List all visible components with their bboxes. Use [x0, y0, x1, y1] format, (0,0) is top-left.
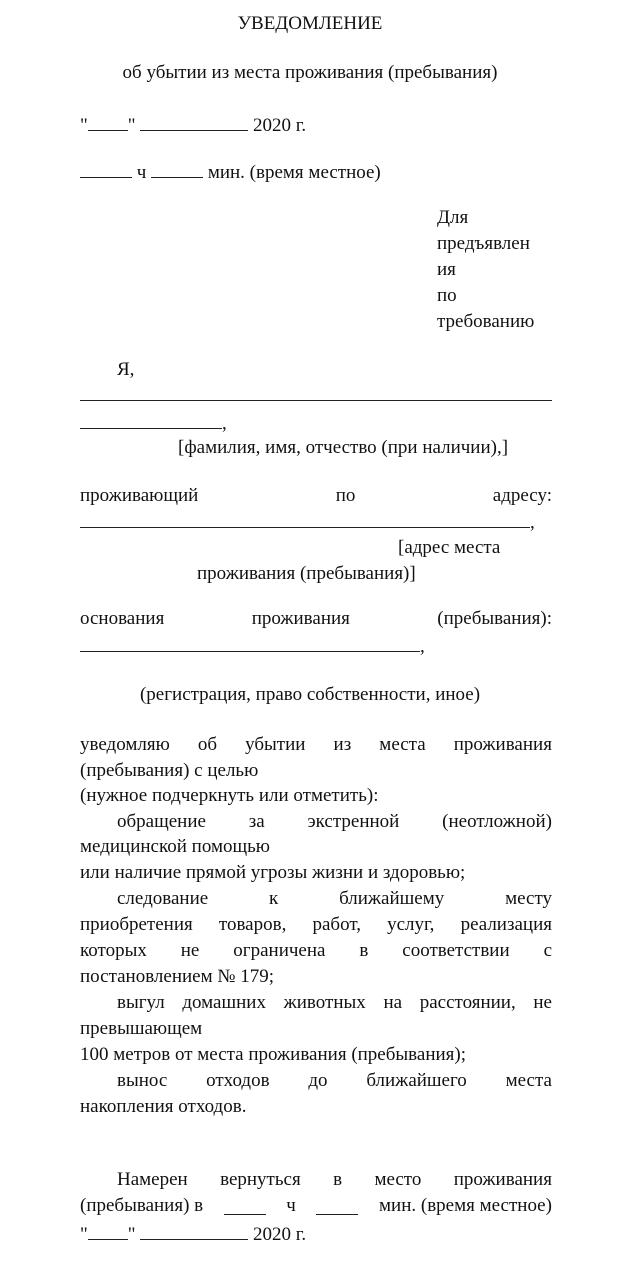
word: выгул [117, 992, 165, 1013]
purpose-line: (пребывания) с целью [80, 760, 259, 781]
document-title: УВЕДОМЛЕНИЕ [237, 13, 383, 34]
comma: , [530, 512, 535, 533]
return-day-blank[interactable] [88, 1219, 128, 1240]
word: проживания [453, 734, 552, 755]
purpose-line [80, 733, 552, 757]
word: вынос [117, 1070, 168, 1091]
word: вернуться [220, 1169, 301, 1190]
word: обращение [117, 811, 206, 832]
word: места [379, 734, 426, 755]
word: на [383, 992, 403, 1013]
purpose-option-medical-cont: или наличие прямой угрозы жизни и здоровью; [80, 862, 466, 883]
stamp-note-line: требованию [437, 311, 535, 332]
stamp-note-line: по [437, 285, 457, 306]
word: убытии [245, 734, 306, 755]
word: реализация [460, 914, 552, 935]
word: которых [80, 940, 147, 961]
purpose-option-medical-cont: медицинской помощью [80, 836, 270, 857]
return-date-line [80, 1219, 306, 1247]
date-line [80, 110, 306, 138]
word: ближайшему [339, 888, 445, 909]
minutes-label: мин. (время местное) [207, 162, 381, 183]
return-minutes-blank[interactable] [316, 1194, 358, 1215]
word: следование [117, 888, 209, 909]
address-label [80, 484, 552, 508]
day-blank[interactable] [88, 110, 128, 131]
year-text: 2020 г. [253, 1224, 307, 1245]
return-time-line [80, 1194, 552, 1218]
purpose-option-waste-cont: накопления отходов. [80, 1096, 247, 1117]
comma: , [222, 413, 227, 434]
word: ближайшего [366, 1070, 467, 1091]
word: соответствии [402, 940, 510, 961]
purpose-instruction: (нужное подчеркнуть или отметить): [80, 785, 379, 806]
word: товаров, [218, 914, 287, 935]
address-hint-2: проживания (пребывания)] [197, 563, 416, 584]
time-line [80, 157, 381, 185]
word: приобретения [80, 914, 193, 935]
word: основания [80, 608, 165, 629]
document-subtitle: об убытии из места проживания (пребывания) [122, 62, 498, 83]
fio-hint: [фамилия, имя, отчество (при наличии),] [178, 437, 509, 458]
minutes-blank[interactable] [151, 157, 203, 178]
word: не [180, 940, 200, 961]
purpose-option-shopping-cont [80, 939, 552, 963]
return-hours-blank[interactable] [224, 1194, 266, 1215]
word: адресу: [492, 485, 552, 506]
i-label: Я, [117, 359, 135, 380]
quote: " [80, 115, 88, 136]
year-text: 2020 г. [253, 115, 307, 136]
quote: " [127, 1224, 136, 1245]
word: ограничена [233, 940, 326, 961]
word: места [505, 1070, 552, 1091]
word: не [533, 992, 552, 1013]
quote: " [80, 1224, 88, 1245]
word: к [269, 888, 279, 909]
return-month-blank[interactable] [140, 1219, 248, 1240]
minutes-label: мин. (время местное) [379, 1195, 552, 1216]
word: об [197, 734, 218, 755]
word: в [333, 1169, 343, 1190]
comma: , [420, 636, 425, 657]
hours-label: ч [286, 1195, 296, 1216]
hours-blank[interactable] [80, 157, 132, 178]
fio-field-line-1[interactable] [80, 380, 552, 408]
word: до [308, 1070, 328, 1091]
fio-field-line-2[interactable] [80, 408, 227, 436]
word: уведомляю [80, 734, 170, 755]
purpose-option-waste[interactable] [117, 1069, 552, 1093]
address-field[interactable] [80, 507, 535, 535]
purpose-option-shopping-cont: постановлением № 179; [80, 966, 275, 987]
stamp-note-line: предъявлен [437, 233, 530, 254]
word: с [543, 940, 552, 961]
word: (неотложной) [442, 811, 552, 832]
word: отходов [206, 1070, 270, 1091]
purpose-option-pet-walk-cont: превышающем [80, 1018, 203, 1039]
word: (пребывания): [437, 608, 552, 629]
word: в [359, 940, 369, 961]
quote: " [127, 115, 136, 136]
basis-hint: (регистрация, право собственности, иное) [139, 684, 481, 705]
purpose-option-pet-walk[interactable] [117, 991, 552, 1015]
word: расстоянии, [419, 992, 516, 1013]
word: домашних [182, 992, 266, 1013]
address-hint-1: [адрес места [398, 537, 501, 558]
word: из [333, 734, 352, 755]
word: Намерен [117, 1169, 188, 1190]
purpose-option-shopping-cont [80, 913, 552, 937]
purpose-option-medical[interactable] [117, 810, 552, 834]
word: работ, [312, 914, 361, 935]
word: проживания [453, 1169, 552, 1190]
purpose-option-pet-walk-cont: 100 метров от места проживания (пребывания); [80, 1044, 467, 1065]
word: проживающий [80, 485, 199, 506]
word: услуг, [387, 914, 435, 935]
word: проживания [251, 608, 350, 629]
stamp-note-line: Для [437, 207, 469, 228]
month-blank[interactable] [140, 110, 248, 131]
word: за [248, 811, 265, 832]
word: (пребывания) в [80, 1195, 204, 1216]
return-line [117, 1168, 552, 1192]
basis-field[interactable] [80, 631, 425, 659]
word: животных [283, 992, 366, 1013]
hours-label: ч [136, 162, 147, 183]
basis-label [80, 607, 552, 631]
word: месту [505, 888, 552, 909]
word: место [374, 1169, 422, 1190]
stamp-note-line: ия [437, 259, 456, 280]
word: экстренной [307, 811, 400, 832]
word: по [335, 485, 356, 506]
purpose-option-shopping[interactable] [117, 887, 552, 911]
